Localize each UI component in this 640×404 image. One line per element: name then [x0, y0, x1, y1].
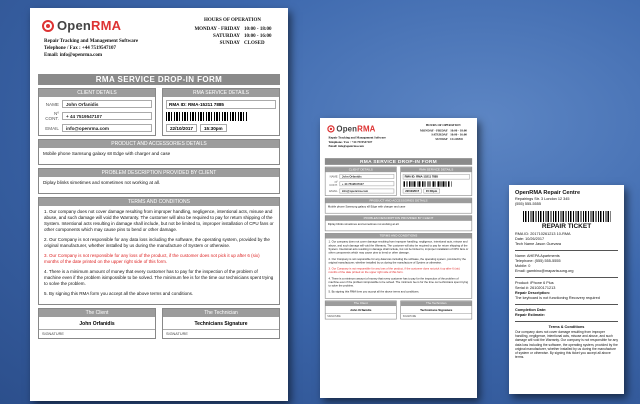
ticket-terms-label: Terms & Conditions: [548, 325, 585, 329]
hours-of-operation: [411, 124, 468, 142]
term-item: 2. Our Company is not responsible for any data loss including the software, the operating system, provided by the original manufacturer, whether installed by us during the manufacture of System or otherwise.: [328, 257, 466, 265]
rma-form-large: [30, 8, 288, 401]
brand-name: OpenRMA: [336, 124, 376, 134]
problem-text[interactable]: Diplay blinks simetimes and sometimes not working at all.: [327, 222, 400, 226]
form-header: [320, 118, 477, 158]
problem-description: [325, 215, 472, 231]
rma-form: [320, 118, 477, 319]
hours-row: SATURDAY 10:00 - 16:00: [213, 34, 272, 39]
name-label: NAME: [45, 101, 59, 107]
ticket-repair-text: The keyboard is not functioning Recovery required: [515, 296, 600, 300]
rma-id-label: RMA ID:: [169, 102, 187, 107]
tech-sig-name: Technicians Signature: [194, 321, 248, 327]
phone-label: Nº CONT.: [329, 180, 338, 187]
barcode-icon: [166, 112, 247, 121]
email-field[interactable]: info@openrma.com: [339, 189, 394, 194]
signature-label[interactable]: SIGNATURE: [163, 329, 279, 338]
ticket-phone: (555) 555-5555: [515, 202, 541, 206]
divider: [515, 304, 618, 305]
divider: [515, 321, 618, 322]
ticket-product: Product: iPhone 6 Plus: [515, 281, 554, 285]
company-info: [329, 136, 386, 149]
tech-sig-name: Technicians Signature: [420, 308, 453, 313]
terms-section: [38, 197, 280, 305]
company-info: [44, 38, 138, 59]
rma-id-field[interactable]: [166, 100, 276, 109]
signature-label[interactable]: SIGNATURE: [401, 313, 472, 318]
product-details: [38, 139, 280, 165]
divider: [515, 250, 618, 251]
ticket-client-mobile: Mobile: 0: [515, 264, 531, 268]
product-header: PRODUCT AND ACCESSORIES DETAILS: [39, 140, 279, 148]
tech-sig-header: The Technician: [163, 309, 279, 317]
email-label: EMAIL: [329, 189, 338, 193]
company-tagline: Repair Tracking and Management Software: [328, 136, 386, 140]
company-email: Email: info@openrma.com: [328, 145, 364, 149]
product-text[interactable]: Mobile phone Samsung galaxy s8 Edge with charger and case: [327, 205, 406, 209]
ticket-client-name: Name: AHEPA Apartments: [515, 254, 560, 258]
problem-text[interactable]: Diplay blinks simetimes and sometimes not working at all.: [43, 180, 161, 185]
ticket-tech: Tech Name Jason Guevara: [515, 242, 562, 246]
rma-id-value: RMA-15211 7885: [416, 175, 439, 179]
ticket-repair-label: Repair Description:: [515, 291, 551, 295]
signature-label[interactable]: SIGNATURE: [39, 329, 155, 338]
rma-form: [30, 8, 288, 339]
ticket-estimate-label: Repair Estimate:: [515, 313, 545, 317]
product-details: [325, 198, 472, 214]
form-header: [30, 8, 288, 74]
rma-id-field[interactable]: [403, 174, 470, 179]
brand-name: OpenRMA: [57, 18, 122, 33]
ticket-address: Repairings Str. 3 London 12 345: [515, 197, 570, 201]
client-details: [38, 88, 156, 136]
rma-form-small: [320, 118, 477, 398]
logo: [327, 124, 375, 133]
hours-row: MONDAY - FRIDAY 10:00 - 18:00: [194, 27, 272, 32]
term-item: 5. By signing this RMA form you accept all the above terms and conditions.: [44, 291, 194, 296]
hours-title: HOURS OF OPERATION: [204, 18, 261, 23]
name-field[interactable]: John Orfanidis: [339, 174, 394, 179]
product-header: PRODUCT AND ACCESSORIES DETAILS: [325, 198, 471, 203]
client-signature: [38, 308, 156, 339]
rma-id-value: RMA-15211 7885: [187, 102, 224, 107]
client-signature: [325, 301, 397, 320]
ticket-terms-text: Our company does not cover damage resulting from improper handling, negligence, intentional acts, misuse and abuse, and such damage will void the Warranty. Our company is not responsible for any data loss including the software, the operating system, provided by the original manufacturer, whether installed by us during the manufacture of system or otherwise. By signing this ticket you accept all above terms.: [515, 330, 618, 360]
term-item: 4. There is a minimum amount of money that every customer has to pay for the inspection of the problem of machine even if the problem isimpossible to be solved. The minimum fee is for the time our technicians spent trying to solve the problem.: [44, 269, 274, 286]
hours-title: HOURS OF OPERATION: [425, 124, 461, 128]
hours-of-operation: [180, 18, 274, 47]
client-details-header: CLIENT DETAILS: [39, 89, 155, 97]
phone-label: Nº CONT.: [45, 111, 59, 121]
ticket-company-name: OpenRMA Repair Centre: [515, 190, 581, 196]
logo: [42, 18, 121, 33]
ticket-client-email: Email: gambino@maparisuung.org: [515, 269, 574, 273]
time-field[interactable]: 15:30pm: [200, 124, 227, 132]
ticket-client-phone: Telephone: (555) 555-5555: [515, 259, 561, 263]
terms-section: [325, 233, 472, 299]
company-telephone: Telephone / Fax : +44 7519547107: [328, 141, 373, 145]
form-title: RMA SERVICE DROP-IN FORM: [325, 158, 472, 165]
company-tagline: Repair Tracking and Management Software: [44, 39, 139, 44]
tech-signature: [162, 308, 280, 339]
term-item: 3. Our Company is not responsible for any loss of the product, if the customer does not pick it up after 6 (six) months of the date printed on the upper right side of this form.: [328, 267, 460, 274]
form-title: RMA SERVICE DROP-IN FORM: [38, 74, 280, 85]
client-sig-name: John Orfanidis: [79, 321, 115, 327]
company-telephone: Telephone / Fax : +44 7519547107: [44, 46, 116, 51]
ticket-title: REPAIR TICKET: [541, 223, 592, 230]
barcode-icon: [403, 181, 452, 186]
ticket-date: Date: 10/26/2017: [515, 237, 545, 241]
term-item: 3. Our Company is not responsible for any loss of the product, if the customer does not pick it up after 6 (six) months of the date printed on the upper right side of this form.: [44, 253, 260, 264]
terms-header: TERMS AND CONDITIONS: [39, 198, 279, 206]
name-field[interactable]: John Orfanidis: [62, 100, 152, 108]
rma-service-details: [162, 88, 280, 136]
terms-header: TERMS AND CONDITIONS: [325, 234, 471, 239]
problem-description: [38, 168, 280, 194]
client-details: [325, 167, 397, 196]
divider: [515, 277, 618, 278]
rma-service-details: [400, 167, 472, 196]
hours-row: SUNDAY CLOSED: [219, 41, 265, 46]
barcode-icon: [523, 211, 611, 222]
rma-details-header: RMA SERVICE DETAILS: [401, 167, 472, 172]
repair-ticket: [509, 185, 624, 394]
client-sig-header: The Client: [325, 301, 396, 306]
rma-id-label: RMA ID:: [404, 175, 416, 179]
tech-sig-header: The Technician: [401, 301, 472, 306]
company-email: Email: info@openrma.com: [44, 53, 102, 58]
email-label: EMAIL: [45, 125, 59, 131]
term-item: 5. By signing this RMA form you accept all the above terms and conditions.: [328, 290, 420, 294]
term-item: 2. Our Company is not responsible for any data loss including the software, the operating system, provided by the original manufacturer, whether installed by us during the manufacture of System or otherwise.: [44, 237, 270, 248]
date-field[interactable]: 22/10/2017: [166, 124, 197, 132]
tech-signature: [400, 301, 472, 320]
term-item: 4. There is a minimum amount of money that every customer has to pay for the inspection of the problem of machine even if the problem isimpossible to be solved. The minimum fee is for the time our technicians spent trying to solve the problem.: [328, 276, 469, 288]
client-sig-header: The Client: [39, 309, 155, 317]
phone-field[interactable]: + 44 7519547107: [62, 112, 152, 120]
problem-header: PROBLEM DESCRIPTION PROVIDED BY CLIENT: [39, 169, 279, 177]
hours-row: SUNDAY CLOSED: [435, 138, 463, 142]
ticket-rma-id: RMA ID: 201710261213 10-RMA: [515, 232, 571, 236]
ticket-serial: Serial #: 261020171213: [515, 286, 556, 290]
date-field[interactable]: 22/10/2017: [403, 189, 422, 194]
openrma-logo-icon: [42, 20, 54, 32]
hours-row: SATURDAY 10:00 - 16:00: [431, 133, 467, 137]
name-label: NAME: [329, 174, 338, 178]
phone-field[interactable]: + 44 7519547107: [339, 181, 394, 186]
time-field[interactable]: 15:30pm: [423, 189, 439, 194]
term-item: 1. Our company does not cover damage resulting from improper handling, negligence, intentional acts, misuse and abuse, and such damage will void the Warranty. The customer will also be required to pay for return shipping of the System. Intentional acts resulting in damage shall include, but not be limited to, improper installation of CPU fans or other components which may cause pins to bend or other damage.: [44, 209, 274, 232]
hours-row: MONDAY - FRIDAY 10:00 - 18:00: [420, 129, 467, 133]
email-field[interactable]: info@openrma.com: [62, 124, 152, 132]
rma-details-header: RMA SERVICE DETAILS: [163, 89, 279, 97]
ticket-completion-label: Completion Date:: [515, 308, 547, 312]
client-sig-name: John Orfanidis: [350, 308, 372, 313]
signature-label[interactable]: SIGNATURE: [325, 313, 396, 318]
client-details-header: CLIENT DETAILS: [325, 167, 396, 172]
term-item: 1. Our company does not cover damage resulting from improper handling, negligence, intentional acts, misuse and abuse, and such damage will void the Warranty. The customer will also be required to pay for return shipping of the System. Intentional acts resulting in damage shall include, but not be limited to, improper installation of CPU fans or other components which may cause pins to bend or other damage.: [328, 240, 469, 255]
openrma-logo-icon: [327, 125, 334, 132]
product-text[interactable]: Mobile phone Samsung galaxy s8 Edge with charger and case: [43, 151, 171, 156]
problem-header: PROBLEM DESCRIPTION PROVIDED BY CLIENT: [325, 216, 471, 221]
